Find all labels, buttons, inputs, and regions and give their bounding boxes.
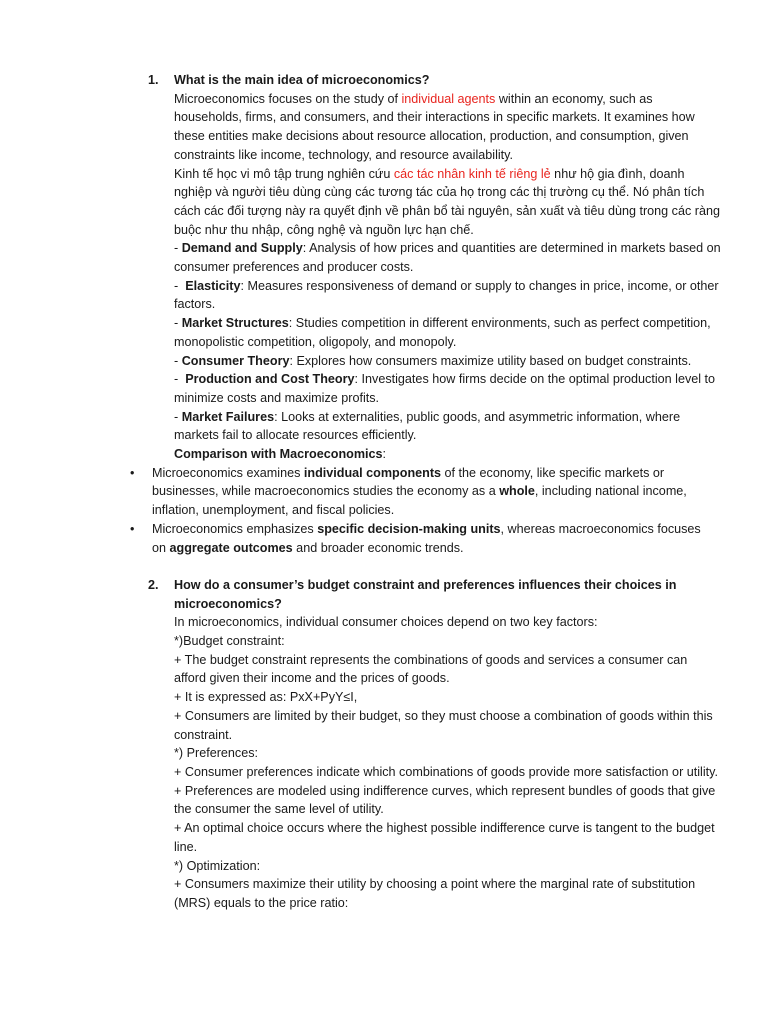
- answer-2-line: + Consumers maximize their utility by choosing a point where the marginal rate of substitution (MRS) equals to the price ratio:: [174, 877, 696, 910]
- dash: -: [174, 372, 186, 387]
- text-span: and broader economic trends.: [292, 540, 464, 555]
- answer-2-line: + Preferences are modeled using indifference curves, which represent bundles of goods that give the consumer the same level of utility.: [174, 783, 716, 817]
- dash: -: [174, 278, 186, 293]
- highlight-vietnamese-agents: các tác nhân kinh tế riêng lẻ: [393, 166, 551, 181]
- topic-desc: : Looks at externalities, public goods, and asymmetric information, where markets fail to allocate resources efficiently.: [174, 409, 681, 443]
- highlight-individual-agents: individual agents: [401, 91, 496, 106]
- topic-term: Market Structures: [181, 316, 289, 331]
- topic-desc: : Measures responsiveness of demand or supply to changes in price, income, or other factors.: [174, 278, 719, 312]
- question-1-text: What is the main idea of microeconomics?: [174, 73, 430, 87]
- list-item: [130, 520, 712, 557]
- bold-term: aggregate outcomes: [169, 540, 293, 555]
- topic-item: [174, 370, 722, 407]
- answer-2-line: + Consumer preferences indicate which combinations of goods provide more satisfaction or utility.: [174, 765, 719, 779]
- comparison-heading: [174, 445, 722, 464]
- answer-2-line: *)Budget constraint:: [174, 634, 285, 649]
- answer-2-line: + The budget constraint represents the combinations of goods and services a consumer can afford given their income and the prices of goods.: [174, 652, 688, 686]
- bold-term: individual components: [303, 465, 442, 480]
- bold-term: whole: [499, 484, 535, 499]
- text-span: , whereas macroeconomics focuses on: [152, 521, 701, 555]
- bold-term: specific decision-making units: [317, 521, 501, 536]
- dash: -: [174, 241, 182, 256]
- bullet-icon: •: [130, 521, 135, 536]
- text-span: Microeconomics focuses on the study of: [174, 91, 402, 106]
- answer-2-line: + Consumers are limited by their budget, so they must choose a combination of goods within this constraint.: [174, 708, 713, 742]
- answer-2-line: *) Optimization:: [174, 858, 261, 873]
- topic-item: [174, 314, 722, 351]
- topic-desc: : Analysis of how prices and quantities are determined in markets based on consumer preferences and producer costs.: [174, 241, 721, 275]
- question-2-title: [148, 576, 734, 613]
- topic-term: Demand and Supply: [181, 241, 303, 256]
- text-span: , including national income, inflation, unemployment, and fiscal policies.: [152, 484, 687, 518]
- answer-2-line: + It is expressed as: PxX+PyY≤I,: [174, 690, 358, 705]
- comparison-heading-text: Comparison with Macroeconomics: [174, 447, 383, 462]
- answer-2-line: In microeconomics, individual consumer choices depend on two key factors:: [174, 615, 598, 630]
- colon: :: [382, 447, 387, 462]
- dash: -: [174, 316, 182, 331]
- answer-1-english-paragraph: [174, 90, 722, 165]
- question-2-text: How do a consumer’s budget constraint and preferences influences their choices in microeconomics?: [174, 577, 677, 611]
- text-span: within an economy, such as households, firms, and consumers, and their interactions in specific markets. It examines how these entities make decisions about resource allocation, production, and consumption, given constraints like income, technology, and resource availability.: [174, 91, 695, 162]
- topic-term: Market Failures: [181, 409, 275, 424]
- topic-desc: : Studies competition in different environments, such as perfect competition, monopolistic competition, oligopoly, and monopoly.: [174, 316, 711, 349]
- topic-item: [174, 239, 722, 276]
- text-span: Microeconomics examines: [152, 465, 304, 480]
- list-item: [130, 464, 712, 520]
- answer-1-vietnamese-paragraph: [174, 165, 722, 240]
- answer-2-line: *) Preferences:: [174, 746, 258, 761]
- question-2-number: 2.: [148, 577, 159, 592]
- topic-term: Production and Cost Theory: [185, 372, 355, 387]
- question-1-title: [148, 71, 734, 90]
- answer-2-line: + An optimal choice occurs where the highest possible indifference curve is tangent to the budget line.: [174, 821, 715, 854]
- question-1-number: 1.: [148, 73, 159, 87]
- dash: -: [174, 353, 182, 368]
- topic-term: Consumer Theory: [181, 353, 290, 368]
- text-span: như hộ gia đình, doanh nghiệp và người tiêu dùng cùng các tương tác của họ trong các thị trường cụ thể. Nó phân tích cách các đối tượng này ra quyết định về phân bổ tài nguyên, sản xuất và tiêu dùng trong các ràng buộc như thu nhập, công nghệ và nguồn lực hạn chế.: [174, 166, 720, 237]
- topic-item: [174, 408, 722, 445]
- topic-item: [174, 277, 722, 314]
- document-page: [0, 71, 768, 913]
- topic-term: Elasticity: [185, 278, 241, 293]
- text-span: Microeconomics emphasizes: [152, 521, 318, 536]
- topic-desc: : Investigates how firms decide on the optimal production level to minimize costs and maximize profits.: [174, 372, 716, 405]
- text-span: Kinh tế học vi mô tập trung nghiên cứu: [174, 166, 394, 181]
- text-span: of the economy, like specific markets or businesses, while macroeconomics studies the economy as a: [152, 465, 665, 499]
- topic-desc: : Explores how consumers maximize utility based on budget constraints.: [289, 353, 692, 368]
- spacer: [0, 557, 768, 576]
- dash: -: [174, 409, 182, 424]
- bullet-icon: •: [130, 465, 135, 480]
- topic-item: [174, 352, 722, 371]
